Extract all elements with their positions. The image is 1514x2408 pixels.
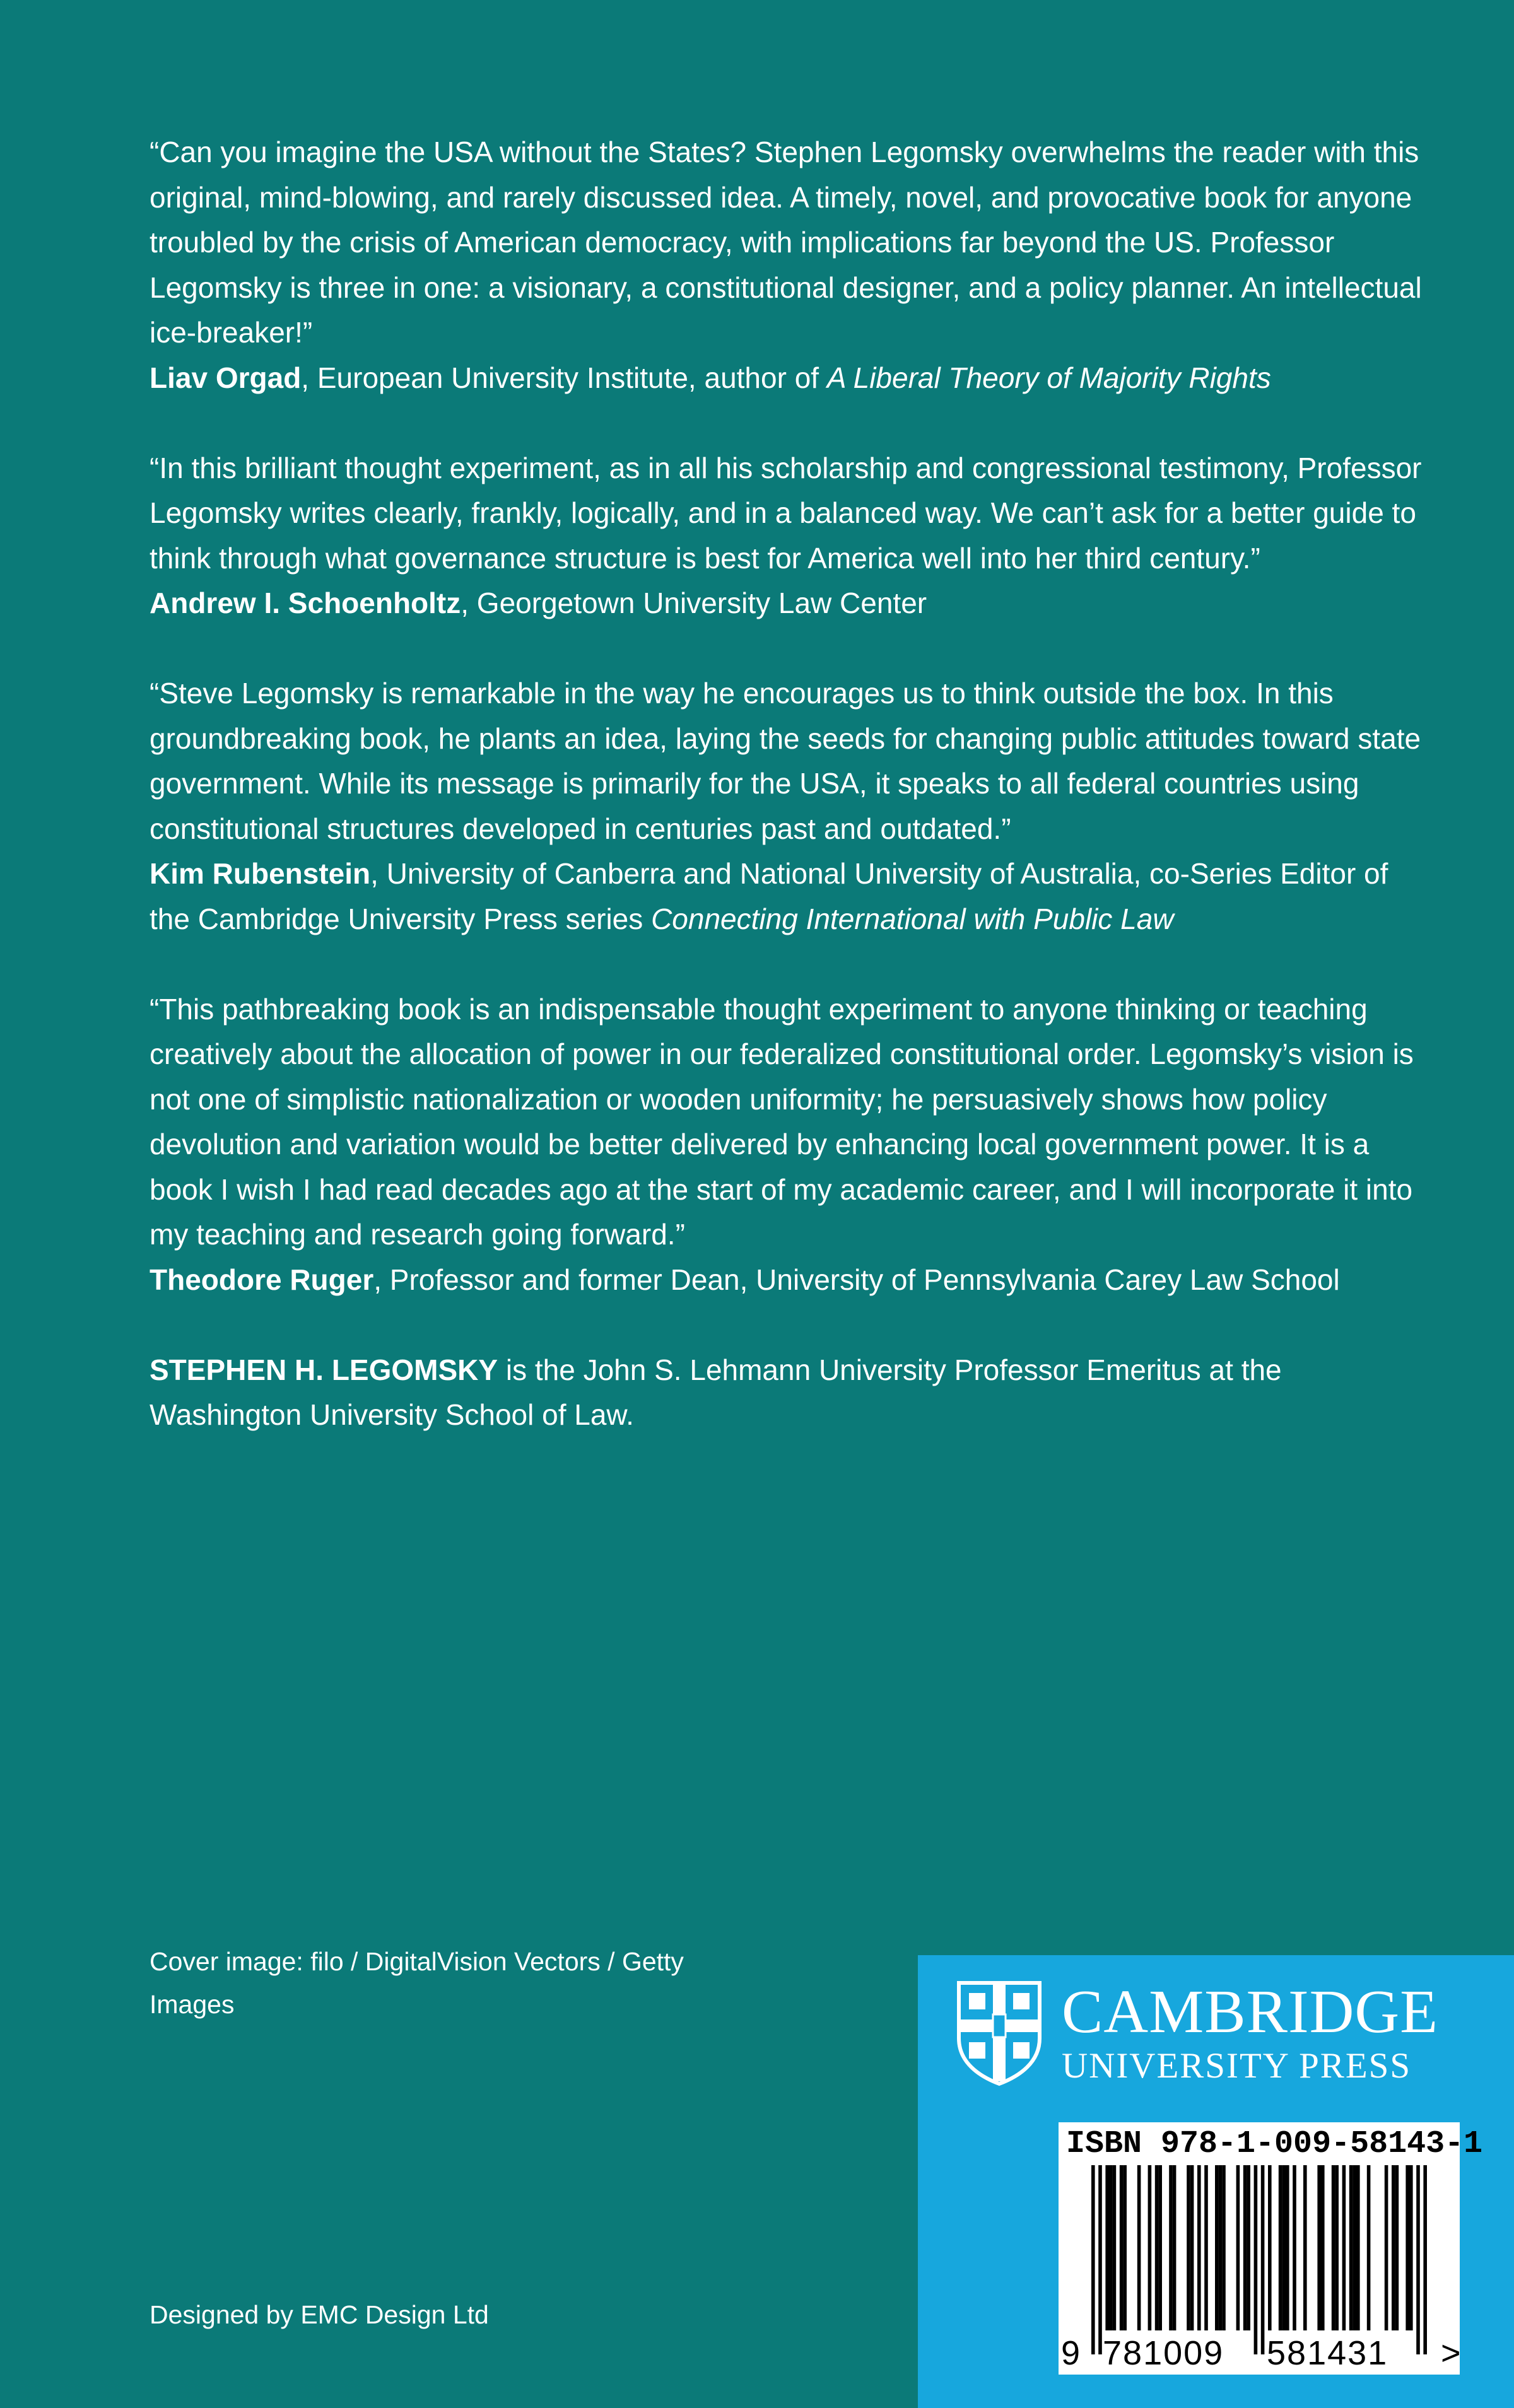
barcode-bar: [1349, 2165, 1353, 2330]
barcode-bar: [1317, 2165, 1321, 2330]
endorser-name: Andrew I. Schoenholtz: [150, 587, 461, 619]
endorsement-text: “In this brilliant thought experiment, as in all his scholarship and congressional testimony, Professor Legomsky writes clearly, frankly, logically, and in a balanced way. We can’t ask for a better guide to think through what governance structure is best for America well into her third century.”: [150, 451, 1422, 575]
barcode-bar: [1123, 2165, 1127, 2330]
endorsement-attribution: [150, 356, 1430, 401]
publisher-name-line1: CAMBRIDGE: [1062, 1978, 1439, 2046]
barcode-bar: [1335, 2165, 1339, 2330]
barcode-left-digits: 781009: [1103, 2334, 1224, 2372]
barcode-bar: [1197, 2165, 1201, 2330]
barcode-bar: [1155, 2165, 1159, 2330]
publisher-panel: [918, 1955, 1514, 2408]
endorsement-text: “Steve Legomsky is remarkable in the way he encourages us to think outside the box. In this groundbreaking book, he plants an idea, laying the seeds for changing public attitudes toward state government. While its message is primarily for the USA, it speaks to all federal countries using constitutional structures developed in centuries past and outdated.”: [150, 677, 1421, 845]
barcode-bar: [1215, 2165, 1219, 2330]
barcode-bar: [1120, 2165, 1124, 2330]
barcode-bar: [1416, 2165, 1420, 2354]
barcode-arrow-icon: >: [1441, 2334, 1461, 2372]
barcode-bar: [1173, 2165, 1177, 2330]
barcode-bar: [1342, 2165, 1346, 2330]
barcode-bar: [1204, 2165, 1208, 2330]
barcode-bar: [1109, 2165, 1113, 2330]
author-bio: [150, 1348, 1430, 1438]
endorser-affiliation: , Professor and former Dean, University of Pennsylvania Carey Law School: [373, 1263, 1340, 1296]
barcode-bar: [1409, 2165, 1413, 2330]
barcode-bar: [1367, 2165, 1371, 2330]
endorsement-4: [150, 987, 1430, 1303]
cover-image-credit: Cover image: filo / DigitalVision Vectors / Getty Images: [150, 1947, 684, 2019]
barcode-right-digits: 581431: [1267, 2334, 1388, 2372]
publisher-name: [1062, 1980, 1438, 2086]
barcode-bar: [1353, 2165, 1356, 2330]
barcode-bar: [1158, 2165, 1162, 2330]
endorsement-2: [150, 446, 1430, 626]
barcode-bar: [1268, 2165, 1272, 2330]
endorsement-1: [150, 130, 1430, 400]
barcode-bar: [1236, 2165, 1240, 2330]
barcode-bar: [1395, 2165, 1399, 2330]
barcode-bar: [1385, 2165, 1388, 2330]
barcode-bar: [1113, 2165, 1117, 2330]
barcode-bar: [1222, 2165, 1226, 2330]
endorser-work-title: Connecting International with Public Law: [651, 902, 1174, 935]
designer-credit: Designed by EMC Design Ltd: [150, 2300, 489, 2329]
endorsement-attribution: [150, 1258, 1430, 1303]
barcode-bar: [1137, 2165, 1141, 2330]
barcode-bar: [1286, 2165, 1289, 2330]
barcode-bar: [1219, 2165, 1223, 2330]
barcode-bar: [1247, 2165, 1250, 2330]
endorsement-text: “This pathbreaking book is an indispensable thought experiment to anyone thinking or teaching creatively about the allocation of power in our federalized constitutional order. Legomsky’s vision is not one of simplistic nationalization or wooden uniformity; he persuasively shows how policy devolution and variation would be better delivered by enhancing local government power. It is a book I wish I had read decades ago at the start of my academic career, and I will incorporate it into my teaching and research going forward.”: [150, 992, 1414, 1251]
barcode-bar: [1279, 2165, 1282, 2330]
endorsement-text: “Can you imagine the USA without the States? Stephen Legomsky overwhelms the reader with this original, mind-blowing, and rarely discussed idea. A timely, novel, and provocative book for anyone troubled by the crisis of American democracy, with implications far beyond the US. Professor Legomsky is three in one: a visionary, a constitutional designer, and a policy planner. An intellectual ice-breaker!”: [150, 136, 1422, 349]
barcode-bar: [1392, 2165, 1395, 2330]
isbn-barcode: [1059, 2122, 1483, 2375]
barcode-bar: [1332, 2165, 1335, 2330]
author-bio-text: is the John S. Lehmann University Professor Emeritus at the Washington University School of Law.: [150, 1353, 1282, 1431]
barcode-bar: [1321, 2165, 1325, 2330]
barcode-bar: [1261, 2165, 1265, 2354]
barcode-bar: [1187, 2165, 1190, 2330]
endorser-affiliation: , European University Institute, author of: [301, 361, 827, 394]
barcode-bar: [1243, 2165, 1247, 2330]
barcode-bar: [1091, 2165, 1095, 2354]
endorser-affiliation: , University of Canberra and National University of Australia, co-Series Editor of the Cambridge University Press series: [150, 857, 1388, 935]
endorser-name: Kim Rubenstein: [150, 857, 371, 890]
barcode-bar: [1105, 2165, 1109, 2330]
endorsement-3: [150, 671, 1430, 942]
barcode-bar: [1293, 2165, 1296, 2330]
endorser-work-title: A Liberal Theory of Majority Rights: [826, 361, 1271, 394]
barcode-bar: [1169, 2165, 1173, 2330]
endorser-name: Theodore Ruger: [150, 1263, 374, 1296]
isbn-label: ISBN 978-1-009-58143-1: [1066, 2126, 1483, 2162]
publisher-name-line2: UNIVERSITY PRESS: [1062, 2046, 1412, 2086]
barcode-bar: [1282, 2165, 1286, 2330]
cambridge-crest-icon: [956, 1980, 1042, 2086]
barcode-first-digit: 9: [1061, 2334, 1081, 2372]
endorsements: [150, 130, 1430, 1438]
barcode-bar: [1190, 2165, 1194, 2330]
barcode-bar: [1423, 2165, 1427, 2354]
barcode-bar: [1356, 2165, 1360, 2330]
barcode-bar: [1303, 2165, 1307, 2330]
endorser-name: Liav Orgad: [150, 361, 302, 394]
author-name: STEPHEN H. LEGOMSKY: [150, 1353, 498, 1386]
endorsement-attribution: [150, 851, 1430, 942]
endorser-affiliation: , Georgetown University Law Center: [461, 587, 927, 619]
endorsement-attribution: [150, 581, 1430, 626]
barcode-bar: [1148, 2165, 1152, 2330]
barcode-bar: [1405, 2165, 1409, 2330]
barcode-bar: [1098, 2165, 1102, 2354]
barcode-bar: [1254, 2165, 1258, 2354]
